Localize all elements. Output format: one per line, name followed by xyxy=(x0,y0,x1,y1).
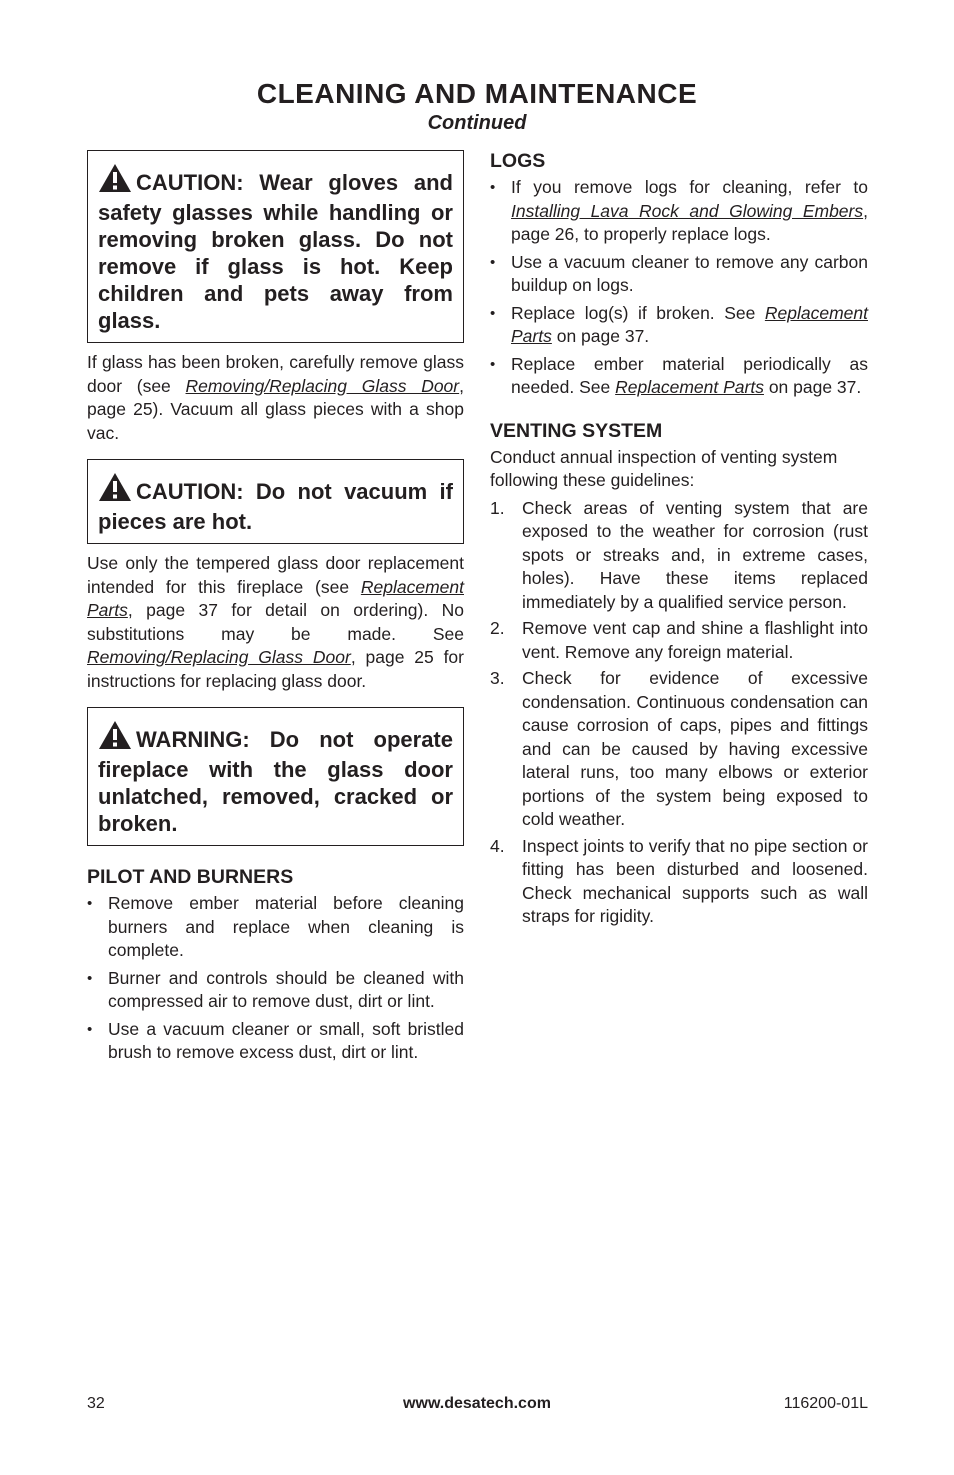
right-column xyxy=(490,150,868,932)
para2-text-a: Use only the tempered glass door replacement intended for this fireplace (see xyxy=(87,553,464,597)
logs4-text-b: on page 37. xyxy=(763,377,862,397)
item-text: Inspect joints to verify that no pipe section or fitting has been disturbed and loosened. Check mechanical supports such as wall straps for rigidity. xyxy=(522,835,868,926)
para2-text-c: , page 25 for instructions for replacing glass door. xyxy=(87,647,464,691)
left-column xyxy=(87,150,464,1069)
list-item xyxy=(490,497,868,615)
logs3-text-a: Replace log(s) if broken. See xyxy=(511,302,765,323)
tempered-glass-paragraph xyxy=(87,552,464,693)
list-item xyxy=(490,353,868,400)
para1-text-a: If glass has been broken, carefully remove glass door (see xyxy=(87,352,464,396)
item-number: 2. xyxy=(490,618,505,638)
para1-text-b: , page 25). Vacuum all glass pieces with a shop vac. xyxy=(87,375,464,443)
logs4-text-a: Replace ember material periodically as needed. See xyxy=(511,353,868,397)
list-item: • Remove ember material before cleaning burners and replace when cleaning is complete. xyxy=(87,892,464,963)
venting-list xyxy=(490,497,868,929)
list-item: • Use a vacuum cleaner to remove any carbon buildup on logs. xyxy=(490,251,868,298)
link-replacement-parts[interactable]: Replacement Parts xyxy=(511,302,868,346)
warning-triangle-icon xyxy=(98,472,132,508)
document-code: 116200-01L xyxy=(783,1395,868,1412)
logs1-text-a: If you remove logs for cleaning, refer to xyxy=(511,177,868,197)
logs-heading: LOGS xyxy=(490,150,546,172)
list-item: • Use a vacuum cleaner or small, soft bristled brush to remove excess dust, dirt or lint. xyxy=(87,1018,464,1065)
page-header xyxy=(0,78,954,135)
link-replacement-parts[interactable]: Replacement Parts xyxy=(615,377,764,397)
caution-box-vacuum xyxy=(87,459,464,544)
logs1-text-b: , page 26, to properly replace logs. xyxy=(511,200,868,244)
caution-text-gloves: CAUTION: Wear gloves and safety glasses while handling or removing broken glass. Do not remove if glass is hot. Keep children and pets away from glass. xyxy=(98,170,453,333)
warning-triangle-icon xyxy=(98,720,132,756)
page-title: CLEANING AND MAINTENANCE xyxy=(256,78,698,109)
caution-box-gloves xyxy=(87,150,464,343)
link-removing-replacing-glass-door[interactable]: Removing/Replacing Glass Door xyxy=(87,647,351,667)
item-text: Check for evidence of excessive condensation. Continuous condensation can cause corrosion of caps, pipes and fittings and can be caused by having excessive lateral runs, too many elbows or exterior portions of the system being exposed to cold weather. xyxy=(522,668,868,829)
link-removing-replacing-glass-door[interactable]: Removing/Replacing Glass Door xyxy=(185,375,460,396)
list-item xyxy=(490,617,868,664)
list-item xyxy=(490,835,868,929)
list-item: • Burner and controls should be cleaned with compressed air to remove dust, dirt or lint. xyxy=(87,967,464,1014)
venting-intro: Conduct annual inspection of venting system following these guidelines: xyxy=(490,446,838,490)
item-text: Check areas of venting system that are exposed to the weather for corrosion (rust spots or streaks and, in extreme cases, holes). Have these items replaced immediately by a qualified service person. xyxy=(522,497,868,612)
logs3-text-b: on page 37. xyxy=(551,326,650,346)
para2-text-b: , page 37 for detail on ordering). No substitutions may be made. See xyxy=(87,600,464,644)
list-item xyxy=(490,176,868,247)
warning-box-glass-door xyxy=(87,707,464,846)
list-item xyxy=(490,302,868,349)
item-number: 3. xyxy=(490,668,505,688)
pilot-burners-list xyxy=(87,892,464,1065)
list-item xyxy=(490,667,868,832)
link-installing-lava-rock[interactable]: Installing Lava Rock and Glowing Embers xyxy=(511,200,864,221)
warning-triangle-icon xyxy=(98,163,132,199)
caution-text-vacuum: CAUTION: Do not vacuum if pieces are hot. xyxy=(98,479,453,534)
item-number: 4. xyxy=(490,835,505,856)
link-replacement-parts[interactable]: Replacement Parts xyxy=(87,576,464,620)
website-url: www.desatech.com xyxy=(403,1395,551,1412)
item-number: 1. xyxy=(490,497,505,518)
pilot-burners-heading: PILOT AND BURNERS xyxy=(87,866,294,888)
logs-list xyxy=(490,176,868,400)
item-text: Remove vent cap and shine a flashlight into vent. Remove any foreign material. xyxy=(522,618,868,662)
venting-system-heading: VENTING SYSTEM xyxy=(490,419,663,442)
warning-text-glass-door: WARNING: Do not operate fireplace with the glass door unlatched, removed, cracked or broken. xyxy=(98,727,453,836)
page-number: 32 xyxy=(87,1395,105,1412)
broken-glass-paragraph xyxy=(87,351,464,445)
page-subtitle: Continued xyxy=(427,112,527,134)
